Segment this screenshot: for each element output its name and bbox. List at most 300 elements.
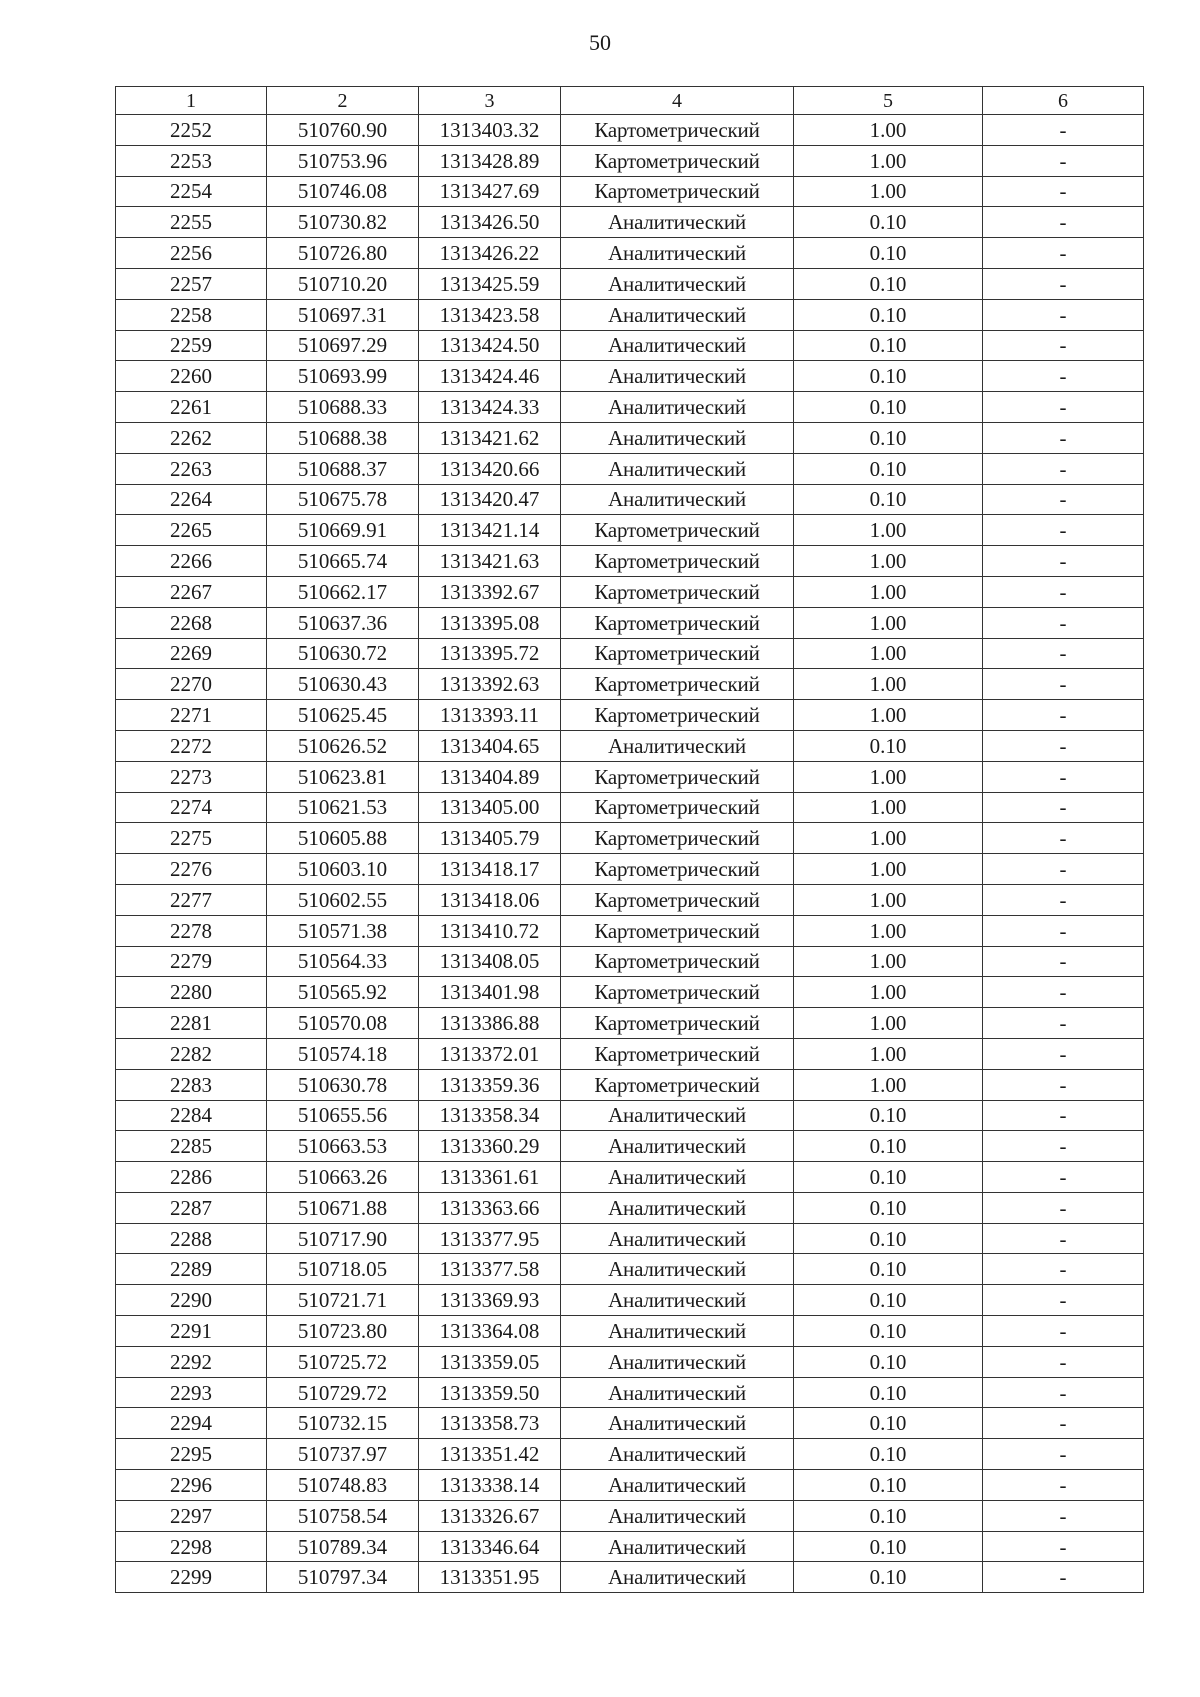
point-number-cell: 2270	[116, 669, 267, 700]
accuracy-cell: 1.00	[794, 884, 983, 915]
x-coordinate-cell: 510729.72	[267, 1377, 419, 1408]
accuracy-cell: 0.10	[794, 453, 983, 484]
x-coordinate-cell: 510564.33	[267, 946, 419, 977]
table-row	[116, 176, 1144, 207]
y-coordinate-cell: 1313326.67	[419, 1500, 561, 1531]
note-cell: -	[983, 546, 1144, 577]
method-cell: Аналитический	[561, 1408, 794, 1439]
table-row	[116, 1285, 1144, 1316]
x-coordinate-cell: 510688.33	[267, 392, 419, 423]
note-cell: -	[983, 145, 1144, 176]
accuracy-cell: 0.10	[794, 1439, 983, 1470]
method-cell: Картометрический	[561, 1069, 794, 1100]
accuracy-cell: 1.00	[794, 115, 983, 146]
y-coordinate-cell: 1313363.66	[419, 1192, 561, 1223]
note-cell: -	[983, 576, 1144, 607]
method-cell: Аналитический	[561, 392, 794, 423]
y-coordinate-cell: 1313360.29	[419, 1131, 561, 1162]
point-number-cell: 2292	[116, 1346, 267, 1377]
note-cell: -	[983, 1100, 1144, 1131]
table-row	[116, 1439, 1144, 1470]
point-number-cell: 2283	[116, 1069, 267, 1100]
table-row	[116, 823, 1144, 854]
method-cell: Картометрический	[561, 915, 794, 946]
note-cell: -	[983, 1038, 1144, 1069]
table-row	[116, 207, 1144, 238]
point-number-cell: 2298	[116, 1531, 267, 1562]
table-row	[116, 115, 1144, 146]
table-row	[116, 576, 1144, 607]
x-coordinate-cell: 510732.15	[267, 1408, 419, 1439]
y-coordinate-cell: 1313401.98	[419, 977, 561, 1008]
y-coordinate-cell: 1313395.08	[419, 607, 561, 638]
x-coordinate-cell: 510630.43	[267, 669, 419, 700]
y-coordinate-cell: 1313358.34	[419, 1100, 561, 1131]
table-row	[116, 361, 1144, 392]
x-coordinate-cell: 510603.10	[267, 854, 419, 885]
x-coordinate-cell: 510623.81	[267, 761, 419, 792]
note-cell: -	[983, 1162, 1144, 1193]
note-cell: -	[983, 607, 1144, 638]
x-coordinate-cell: 510675.78	[267, 484, 419, 515]
x-coordinate-cell: 510789.34	[267, 1531, 419, 1562]
accuracy-cell: 1.00	[794, 1038, 983, 1069]
method-cell: Аналитический	[561, 1316, 794, 1347]
table-row	[116, 1008, 1144, 1039]
x-coordinate-cell: 510655.56	[267, 1100, 419, 1131]
note-cell: -	[983, 361, 1144, 392]
method-cell: Картометрический	[561, 884, 794, 915]
note-cell: -	[983, 1346, 1144, 1377]
accuracy-cell: 0.10	[794, 1346, 983, 1377]
note-cell: -	[983, 1008, 1144, 1039]
y-coordinate-cell: 1313377.95	[419, 1223, 561, 1254]
y-coordinate-cell: 1313428.89	[419, 145, 561, 176]
accuracy-cell: 0.10	[794, 299, 983, 330]
method-cell: Картометрический	[561, 145, 794, 176]
y-coordinate-cell: 1313351.95	[419, 1562, 561, 1593]
y-coordinate-cell: 1313358.73	[419, 1408, 561, 1439]
point-number-cell: 2290	[116, 1285, 267, 1316]
y-coordinate-cell: 1313408.05	[419, 946, 561, 977]
method-cell: Картометрический	[561, 638, 794, 669]
x-coordinate-cell: 510760.90	[267, 115, 419, 146]
point-number-cell: 2271	[116, 700, 267, 731]
header-row	[116, 87, 1144, 115]
accuracy-cell: 0.10	[794, 1162, 983, 1193]
table-row	[116, 1100, 1144, 1131]
note-cell: -	[983, 299, 1144, 330]
table-row	[116, 730, 1144, 761]
y-coordinate-cell: 1313359.36	[419, 1069, 561, 1100]
point-number-cell: 2280	[116, 977, 267, 1008]
table-row	[116, 854, 1144, 885]
note-cell: -	[983, 1377, 1144, 1408]
method-cell: Аналитический	[561, 453, 794, 484]
accuracy-cell: 1.00	[794, 700, 983, 731]
y-coordinate-cell: 1313420.66	[419, 453, 561, 484]
note-cell: -	[983, 638, 1144, 669]
point-number-cell: 2258	[116, 299, 267, 330]
accuracy-cell: 1.00	[794, 946, 983, 977]
y-coordinate-cell: 1313386.88	[419, 1008, 561, 1039]
note-cell: -	[983, 669, 1144, 700]
method-cell: Картометрический	[561, 700, 794, 731]
method-cell: Аналитический	[561, 238, 794, 269]
accuracy-cell: 0.10	[794, 484, 983, 515]
table-row	[116, 1408, 1144, 1439]
column-header: 1	[116, 87, 267, 115]
table-row	[116, 1131, 1144, 1162]
note-cell: -	[983, 1223, 1144, 1254]
method-cell: Картометрический	[561, 576, 794, 607]
point-number-cell: 2257	[116, 268, 267, 299]
table-row	[116, 638, 1144, 669]
accuracy-cell: 0.10	[794, 361, 983, 392]
point-number-cell: 2276	[116, 854, 267, 885]
table-header	[116, 87, 1144, 115]
y-coordinate-cell: 1313424.50	[419, 330, 561, 361]
note-cell: -	[983, 422, 1144, 453]
y-coordinate-cell: 1313393.11	[419, 700, 561, 731]
x-coordinate-cell: 510718.05	[267, 1254, 419, 1285]
note-cell: -	[983, 946, 1144, 977]
y-coordinate-cell: 1313395.72	[419, 638, 561, 669]
note-cell: -	[983, 453, 1144, 484]
point-number-cell: 2277	[116, 884, 267, 915]
note-cell: -	[983, 792, 1144, 823]
point-number-cell: 2275	[116, 823, 267, 854]
method-cell: Аналитический	[561, 1131, 794, 1162]
accuracy-cell: 0.10	[794, 1531, 983, 1562]
note-cell: -	[983, 1470, 1144, 1501]
table-row	[116, 1316, 1144, 1347]
accuracy-cell: 1.00	[794, 854, 983, 885]
x-coordinate-cell: 510630.78	[267, 1069, 419, 1100]
method-cell: Аналитический	[561, 299, 794, 330]
accuracy-cell: 0.10	[794, 730, 983, 761]
point-number-cell: 2273	[116, 761, 267, 792]
x-coordinate-cell: 510723.80	[267, 1316, 419, 1347]
point-number-cell: 2262	[116, 422, 267, 453]
x-coordinate-cell: 510565.92	[267, 977, 419, 1008]
y-coordinate-cell: 1313392.63	[419, 669, 561, 700]
accuracy-cell: 1.00	[794, 669, 983, 700]
x-coordinate-cell: 510693.99	[267, 361, 419, 392]
accuracy-cell: 0.10	[794, 1100, 983, 1131]
point-number-cell: 2287	[116, 1192, 267, 1223]
point-number-cell: 2299	[116, 1562, 267, 1593]
point-number-cell: 2255	[116, 207, 267, 238]
y-coordinate-cell: 1313338.14	[419, 1470, 561, 1501]
column-header: 4	[561, 87, 794, 115]
y-coordinate-cell: 1313359.05	[419, 1346, 561, 1377]
x-coordinate-cell: 510602.55	[267, 884, 419, 915]
point-number-cell: 2267	[116, 576, 267, 607]
accuracy-cell: 0.10	[794, 392, 983, 423]
y-coordinate-cell: 1313369.93	[419, 1285, 561, 1316]
method-cell: Картометрический	[561, 1008, 794, 1039]
point-number-cell: 2269	[116, 638, 267, 669]
x-coordinate-cell: 510753.96	[267, 145, 419, 176]
table-row	[116, 792, 1144, 823]
method-cell: Аналитический	[561, 1162, 794, 1193]
accuracy-cell: 1.00	[794, 1069, 983, 1100]
accuracy-cell: 1.00	[794, 145, 983, 176]
table-row	[116, 1162, 1144, 1193]
point-number-cell: 2296	[116, 1470, 267, 1501]
accuracy-cell: 0.10	[794, 1470, 983, 1501]
table-row	[116, 915, 1144, 946]
y-coordinate-cell: 1313424.33	[419, 392, 561, 423]
table-row	[116, 1038, 1144, 1069]
y-coordinate-cell: 1313405.00	[419, 792, 561, 823]
table-row	[116, 392, 1144, 423]
x-coordinate-cell: 510662.17	[267, 576, 419, 607]
x-coordinate-cell: 510669.91	[267, 515, 419, 546]
accuracy-cell: 0.10	[794, 238, 983, 269]
point-number-cell: 2259	[116, 330, 267, 361]
note-cell: -	[983, 761, 1144, 792]
point-number-cell: 2281	[116, 1008, 267, 1039]
accuracy-cell: 0.10	[794, 1223, 983, 1254]
accuracy-cell: 0.10	[794, 207, 983, 238]
table-row	[116, 1346, 1144, 1377]
y-coordinate-cell: 1313423.58	[419, 299, 561, 330]
method-cell: Аналитический	[561, 730, 794, 761]
table-row	[116, 299, 1144, 330]
x-coordinate-cell: 510571.38	[267, 915, 419, 946]
y-coordinate-cell: 1313404.65	[419, 730, 561, 761]
point-number-cell: 2256	[116, 238, 267, 269]
point-number-cell: 2265	[116, 515, 267, 546]
point-number-cell: 2252	[116, 115, 267, 146]
x-coordinate-cell: 510671.88	[267, 1192, 419, 1223]
y-coordinate-cell: 1313346.64	[419, 1531, 561, 1562]
method-cell: Картометрический	[561, 546, 794, 577]
table-row	[116, 669, 1144, 700]
note-cell: -	[983, 730, 1144, 761]
note-cell: -	[983, 115, 1144, 146]
method-cell: Картометрический	[561, 176, 794, 207]
y-coordinate-cell: 1313351.42	[419, 1439, 561, 1470]
accuracy-cell: 0.10	[794, 1500, 983, 1531]
note-cell: -	[983, 1069, 1144, 1100]
table-row	[116, 1254, 1144, 1285]
y-coordinate-cell: 1313425.59	[419, 268, 561, 299]
point-number-cell: 2263	[116, 453, 267, 484]
note-cell: -	[983, 1562, 1144, 1593]
y-coordinate-cell: 1313420.47	[419, 484, 561, 515]
accuracy-cell: 1.00	[794, 515, 983, 546]
y-coordinate-cell: 1313377.58	[419, 1254, 561, 1285]
x-coordinate-cell: 510726.80	[267, 238, 419, 269]
table-row	[116, 761, 1144, 792]
method-cell: Картометрический	[561, 669, 794, 700]
table-row	[116, 268, 1144, 299]
table-row	[116, 1470, 1144, 1501]
y-coordinate-cell: 1313403.32	[419, 115, 561, 146]
x-coordinate-cell: 510630.72	[267, 638, 419, 669]
column-header: 5	[794, 87, 983, 115]
table-row	[116, 607, 1144, 638]
method-cell: Картометрический	[561, 1038, 794, 1069]
accuracy-cell: 0.10	[794, 1131, 983, 1162]
column-header: 2	[267, 87, 419, 115]
accuracy-cell: 0.10	[794, 268, 983, 299]
table-row	[116, 422, 1144, 453]
x-coordinate-cell: 510797.34	[267, 1562, 419, 1593]
accuracy-cell: 1.00	[794, 1008, 983, 1039]
accuracy-cell: 0.10	[794, 422, 983, 453]
table-row	[116, 238, 1144, 269]
y-coordinate-cell: 1313364.08	[419, 1316, 561, 1347]
method-cell: Аналитический	[561, 1346, 794, 1377]
note-cell: -	[983, 1285, 1144, 1316]
x-coordinate-cell: 510721.71	[267, 1285, 419, 1316]
method-cell: Картометрический	[561, 515, 794, 546]
note-cell: -	[983, 392, 1144, 423]
table-body	[116, 115, 1144, 1593]
x-coordinate-cell: 510710.20	[267, 268, 419, 299]
y-coordinate-cell: 1313410.72	[419, 915, 561, 946]
point-number-cell: 2272	[116, 730, 267, 761]
table-row	[116, 1223, 1144, 1254]
y-coordinate-cell: 1313427.69	[419, 176, 561, 207]
point-number-cell: 2289	[116, 1254, 267, 1285]
method-cell: Аналитический	[561, 484, 794, 515]
x-coordinate-cell: 510663.26	[267, 1162, 419, 1193]
y-coordinate-cell: 1313421.62	[419, 422, 561, 453]
x-coordinate-cell: 510637.36	[267, 607, 419, 638]
note-cell: -	[983, 176, 1144, 207]
method-cell: Аналитический	[561, 1100, 794, 1131]
x-coordinate-cell: 510621.53	[267, 792, 419, 823]
table-row	[116, 1192, 1144, 1223]
point-number-cell: 2278	[116, 915, 267, 946]
table-row	[116, 484, 1144, 515]
method-cell: Картометрический	[561, 946, 794, 977]
table-row	[116, 946, 1144, 977]
table-row	[116, 1562, 1144, 1593]
note-cell: -	[983, 884, 1144, 915]
point-number-cell: 2279	[116, 946, 267, 977]
column-header: 6	[983, 87, 1144, 115]
point-number-cell: 2291	[116, 1316, 267, 1347]
method-cell: Картометрический	[561, 977, 794, 1008]
note-cell: -	[983, 823, 1144, 854]
accuracy-cell: 0.10	[794, 1562, 983, 1593]
table-row	[116, 700, 1144, 731]
point-number-cell: 2295	[116, 1439, 267, 1470]
note-cell: -	[983, 1316, 1144, 1347]
note-cell: -	[983, 515, 1144, 546]
method-cell: Аналитический	[561, 1285, 794, 1316]
y-coordinate-cell: 1313426.22	[419, 238, 561, 269]
accuracy-cell: 1.00	[794, 638, 983, 669]
note-cell: -	[983, 700, 1144, 731]
note-cell: -	[983, 330, 1144, 361]
note-cell: -	[983, 1254, 1144, 1285]
y-coordinate-cell: 1313421.14	[419, 515, 561, 546]
method-cell: Картометрический	[561, 761, 794, 792]
point-number-cell: 2266	[116, 546, 267, 577]
accuracy-cell: 0.10	[794, 1377, 983, 1408]
method-cell: Аналитический	[561, 422, 794, 453]
note-cell: -	[983, 977, 1144, 1008]
x-coordinate-cell: 510758.54	[267, 1500, 419, 1531]
point-number-cell: 2297	[116, 1500, 267, 1531]
x-coordinate-cell: 510730.82	[267, 207, 419, 238]
method-cell: Аналитический	[561, 361, 794, 392]
coordinates-table	[115, 86, 1144, 1593]
method-cell: Аналитический	[561, 1223, 794, 1254]
method-cell: Аналитический	[561, 1377, 794, 1408]
note-cell: -	[983, 1192, 1144, 1223]
y-coordinate-cell: 1313418.06	[419, 884, 561, 915]
x-coordinate-cell: 510725.72	[267, 1346, 419, 1377]
accuracy-cell: 0.10	[794, 1316, 983, 1347]
note-cell: -	[983, 1439, 1144, 1470]
accuracy-cell: 0.10	[794, 1192, 983, 1223]
table-row	[116, 515, 1144, 546]
accuracy-cell: 1.00	[794, 915, 983, 946]
column-header: 3	[419, 87, 561, 115]
accuracy-cell: 0.10	[794, 330, 983, 361]
x-coordinate-cell: 510697.31	[267, 299, 419, 330]
method-cell: Картометрический	[561, 854, 794, 885]
y-coordinate-cell: 1313405.79	[419, 823, 561, 854]
y-coordinate-cell: 1313421.63	[419, 546, 561, 577]
point-number-cell: 2286	[116, 1162, 267, 1193]
x-coordinate-cell: 510748.83	[267, 1470, 419, 1501]
y-coordinate-cell: 1313361.61	[419, 1162, 561, 1193]
table-row	[116, 1377, 1144, 1408]
accuracy-cell: 0.10	[794, 1285, 983, 1316]
method-cell: Аналитический	[561, 1500, 794, 1531]
note-cell: -	[983, 238, 1144, 269]
accuracy-cell: 0.10	[794, 1254, 983, 1285]
point-number-cell: 2261	[116, 392, 267, 423]
method-cell: Картометрический	[561, 607, 794, 638]
method-cell: Аналитический	[561, 1470, 794, 1501]
y-coordinate-cell: 1313372.01	[419, 1038, 561, 1069]
method-cell: Аналитический	[561, 1192, 794, 1223]
table-row	[116, 453, 1144, 484]
x-coordinate-cell: 510574.18	[267, 1038, 419, 1069]
x-coordinate-cell: 510697.29	[267, 330, 419, 361]
page-number: 50	[589, 30, 611, 55]
note-cell: -	[983, 1131, 1144, 1162]
x-coordinate-cell: 510746.08	[267, 176, 419, 207]
x-coordinate-cell: 510665.74	[267, 546, 419, 577]
x-coordinate-cell: 510626.52	[267, 730, 419, 761]
accuracy-cell: 1.00	[794, 977, 983, 1008]
point-number-cell: 2288	[116, 1223, 267, 1254]
method-cell: Аналитический	[561, 268, 794, 299]
point-number-cell: 2268	[116, 607, 267, 638]
table-row	[116, 1531, 1144, 1562]
accuracy-cell: 1.00	[794, 546, 983, 577]
y-coordinate-cell: 1313404.89	[419, 761, 561, 792]
note-cell: -	[983, 484, 1144, 515]
table-row	[116, 977, 1144, 1008]
x-coordinate-cell: 510688.37	[267, 453, 419, 484]
x-coordinate-cell: 510663.53	[267, 1131, 419, 1162]
point-number-cell: 2282	[116, 1038, 267, 1069]
point-number-cell: 2264	[116, 484, 267, 515]
point-number-cell: 2293	[116, 1377, 267, 1408]
